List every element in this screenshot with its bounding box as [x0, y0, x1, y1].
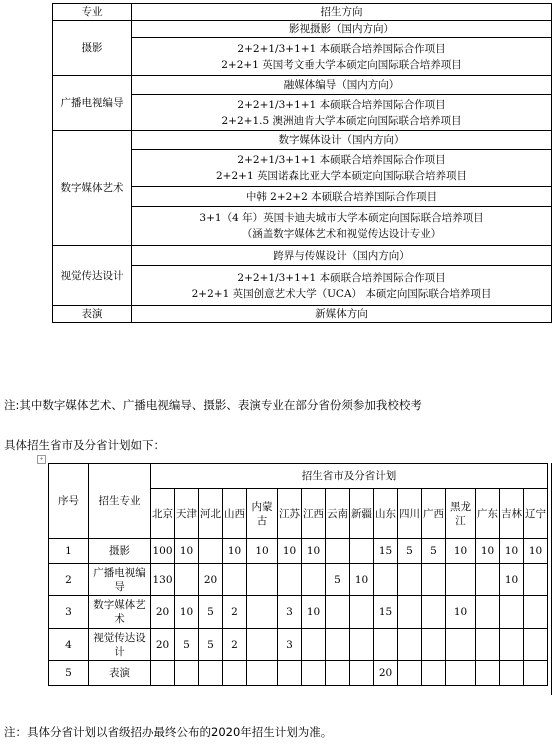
plan-value [199, 661, 223, 686]
plan-header: 招生省市及分省计划 [151, 464, 548, 489]
plan-value: 10 [278, 539, 302, 564]
plan-value [500, 661, 524, 686]
index-header: 序号 [49, 464, 89, 539]
plan-value [223, 661, 247, 686]
direction-line: 中韩 2+2+2 本硕联合培养国际合作项目 [245, 190, 438, 203]
plan-value: 10 [476, 539, 500, 564]
plan-value [278, 564, 302, 596]
plan-value: 2 [223, 629, 247, 661]
plan-value [398, 661, 422, 686]
plan-value: 10 [175, 596, 199, 629]
plan-value [326, 661, 350, 686]
plan-value [476, 629, 500, 661]
plan-value [199, 539, 223, 564]
plan-header-row [49, 464, 548, 489]
plan-value [350, 661, 374, 686]
plan-value [500, 629, 524, 661]
plan-value [422, 564, 446, 596]
direction-line: 跨界与传媒设计（国内方向） [273, 249, 410, 262]
row-major: 表演 [89, 661, 151, 686]
plan-value [500, 596, 524, 629]
plan-value: 10 [175, 539, 199, 564]
plan-value [223, 564, 247, 596]
plan-value [398, 629, 422, 661]
major-header: 招生专业 [89, 464, 151, 539]
province-header: 江苏 [278, 489, 302, 539]
direction-line: 2+2+1.5 澳洲迪肯大学本硕定向国际联合培养项目 [221, 114, 462, 127]
plan-value: 100 [151, 539, 175, 564]
direction-line: 2+2+1/3+1+1 本硕联合培养国际合作项目 [237, 98, 446, 111]
plan-value [350, 629, 374, 661]
province-header: 云南 [326, 489, 350, 539]
plan-value [247, 661, 278, 686]
direction-row [53, 21, 552, 38]
direction-line: 2+2+1/3+1+1 本硕联合培养国际合作项目 [237, 271, 446, 284]
province-header: 北京 [151, 489, 175, 539]
direction-line: 2+2+1 英国诺森比亚大学本硕定向国际联合培养项目 [216, 170, 467, 182]
direction-cell [132, 246, 552, 266]
plan-value [326, 539, 350, 564]
plan-value [302, 564, 326, 596]
plan-value: 3 [278, 596, 302, 629]
province-header: 辽宁 [524, 489, 548, 539]
plan-value [326, 596, 350, 629]
plan-value: 130 [151, 564, 175, 596]
plan-value [175, 661, 199, 686]
plan-value: 10 [446, 596, 476, 629]
plan-value: 5 [422, 539, 446, 564]
plan-value [476, 564, 500, 596]
plan-row [49, 564, 548, 596]
direction-line: 2+2+1/3+1+1 本硕联合培养国际合作项目 [237, 42, 446, 55]
direction-cell [132, 266, 552, 306]
direction-cell [132, 207, 552, 246]
plan-value: 10 [350, 564, 374, 596]
plan-row [49, 629, 548, 661]
plan-value: 20 [151, 596, 175, 629]
direction-cell [132, 21, 552, 38]
plan-value: 10 [500, 564, 524, 596]
direction-line: 2+2+1 英国考文垂大学本硕定向国际联合培养项目 [221, 58, 462, 71]
province-header: 广东 [476, 489, 500, 539]
plan-value: 10 [302, 539, 326, 564]
plan-value: 10 [500, 539, 524, 564]
province-header: 内蒙古 [247, 489, 278, 539]
province-header: 广西 [422, 489, 446, 539]
plan-value [476, 596, 500, 629]
direction-line: 影视摄影（国内方向） [289, 23, 394, 35]
plan-value: 10 [223, 539, 247, 564]
plan-row [49, 596, 548, 629]
plan-value [446, 629, 476, 661]
major-cell: 广播电视编导 [53, 76, 132, 131]
plan-value [302, 629, 326, 661]
plan-value [524, 629, 548, 661]
plan-footnote: 注：具体分省计划以省级招办最终公布的2020年招生计划为准。 [4, 725, 333, 739]
direction-row [53, 76, 552, 95]
plan-value [398, 596, 422, 629]
direction-cell [132, 187, 552, 207]
plan-row [49, 539, 548, 564]
direction-line: （涵盖数字媒体艺术和视觉传达设计专业） [241, 228, 442, 240]
plan-value [524, 661, 548, 686]
plan-value [247, 629, 278, 661]
plan-value [524, 596, 548, 629]
plan-value [374, 564, 398, 596]
direction-line: 融媒体编导（国内方向） [283, 79, 400, 91]
plan-value [476, 661, 500, 686]
row-index: 5 [49, 661, 89, 686]
direction-cell [132, 95, 552, 131]
direction-cell [132, 150, 552, 187]
row-major: 数字媒体艺术 [89, 596, 151, 629]
plan-value [151, 661, 175, 686]
direction-line: 3+1（4 年）英国卡迪夫城市大学本硕定向国际联合培养项目 [199, 212, 484, 224]
table-edge [551, 463, 552, 695]
plan-value [422, 596, 446, 629]
row-index: 4 [49, 629, 89, 661]
direction-line: 2+2+1 英国创意艺术大学（UCA） 本硕定向国际联合培养项目 [191, 287, 492, 300]
table-header-row [53, 4, 552, 21]
direction-line: 数字媒体设计（国内方向） [278, 134, 405, 146]
plan-value: 5 [175, 629, 199, 661]
province-header: 山西 [223, 489, 247, 539]
province-header: 河北 [199, 489, 223, 539]
direction-cell [132, 306, 552, 323]
plan-value: 3 [278, 629, 302, 661]
exam-note: 注:其中数字媒体艺术、广播电视编导、摄影、表演专业在部分省份须参加我校校考 [4, 398, 422, 412]
plan-row [49, 661, 548, 686]
plan-value: 5 [199, 596, 223, 629]
plan-value [247, 564, 278, 596]
plan-value: 10 [302, 596, 326, 629]
plan-value [302, 661, 326, 686]
plan-value: 10 [247, 539, 278, 564]
plan-value [278, 661, 302, 686]
plan-value: 10 [524, 539, 548, 564]
direction-cell [132, 131, 552, 150]
row-major: 摄影 [89, 539, 151, 564]
plan-value [247, 596, 278, 629]
direction-row [53, 246, 552, 266]
plan-value [422, 629, 446, 661]
major-cell: 数字媒体艺术 [53, 131, 132, 246]
plan-value [398, 564, 422, 596]
plan-value [350, 539, 374, 564]
plan-value: 15 [374, 596, 398, 629]
major-direction-table [52, 3, 552, 323]
province-plan-table [48, 463, 548, 686]
province-header: 黑龙江 [446, 489, 476, 539]
plan-value: 5 [398, 539, 422, 564]
major-header: 专业 [53, 4, 132, 21]
plan-value [524, 564, 548, 596]
direction-row [53, 306, 552, 323]
table-anchor-icon: + [37, 455, 46, 464]
plan-value: 5 [199, 629, 223, 661]
row-major: 视觉传达设计 [89, 629, 151, 661]
plan-value: 10 [446, 539, 476, 564]
province-header: 四川 [398, 489, 422, 539]
plan-value: 20 [374, 661, 398, 686]
province-header: 天津 [175, 489, 199, 539]
row-index: 1 [49, 539, 89, 564]
row-index: 2 [49, 564, 89, 596]
province-header: 吉林 [500, 489, 524, 539]
province-header: 江西 [302, 489, 326, 539]
plan-value [175, 564, 199, 596]
major-cell: 视觉传达设计 [53, 246, 132, 306]
plan-value: 15 [374, 539, 398, 564]
plan-value [422, 661, 446, 686]
plan-value: 20 [151, 629, 175, 661]
major-cell: 摄影 [53, 21, 132, 76]
plan-value [350, 596, 374, 629]
direction-row [53, 131, 552, 150]
direction-header: 招生方向 [132, 4, 552, 21]
row-major: 广播电视编导 [89, 564, 151, 596]
plan-value [374, 629, 398, 661]
row-index: 3 [49, 596, 89, 629]
plan-value: 2 [223, 596, 247, 629]
major-cell: 表演 [53, 306, 132, 323]
plan-value: 5 [326, 564, 350, 596]
plan-value: 20 [199, 564, 223, 596]
direction-line: 新媒体方向 [315, 308, 368, 320]
plan-value [446, 564, 476, 596]
province-header: 新疆 [350, 489, 374, 539]
direction-cell [132, 76, 552, 95]
plan-value [446, 661, 476, 686]
plan-intro: 具体招生省市及分省计划如下： [4, 438, 165, 452]
direction-line: 2+2+1/3+1+1 本硕联合培养国际合作项目 [237, 154, 446, 166]
direction-cell [132, 38, 552, 76]
province-header: 山东 [374, 489, 398, 539]
plan-value [326, 629, 350, 661]
